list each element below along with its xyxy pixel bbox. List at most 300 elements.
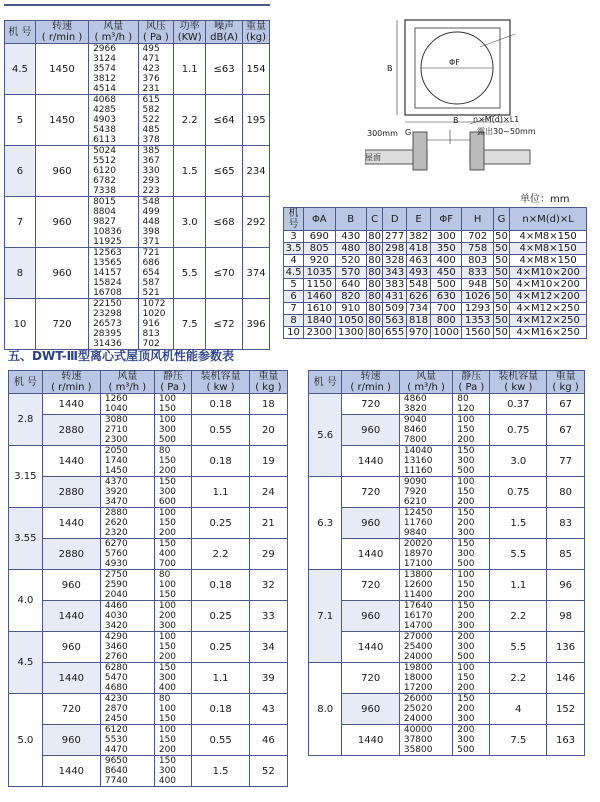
dimension-cell: 948 <box>462 279 493 291</box>
pressure-cell: 80 150 200 <box>154 446 192 477</box>
table-row <box>309 570 585 601</box>
column-header: E <box>407 208 431 231</box>
weight-cell: 152 <box>547 694 585 725</box>
pressure-cell: 80 100 150 <box>154 570 192 601</box>
flow-cell: 14040 13160 11160 <box>399 446 452 477</box>
dimension-cell: 570 <box>335 267 366 279</box>
dimension-cell: 4×M12×250 <box>510 315 587 327</box>
model-cell: 7 <box>5 197 36 248</box>
pressure-cell: 150 200 300 <box>453 601 490 632</box>
column-header: 转速 ( r/min ) <box>35 21 88 44</box>
pressure-cell: 615 582 522 485 378 <box>138 95 174 146</box>
flow-cell: 4290 3460 2760 <box>100 632 154 663</box>
weight-cell: 195 <box>243 95 270 146</box>
power-cell: 1.1 <box>490 570 547 601</box>
speed-cell: 960 <box>342 601 399 632</box>
flow-cell: 20020 18970 17100 <box>399 539 452 570</box>
fan-spec-table <box>4 20 270 350</box>
column-header: 噪声 dB(A) <box>206 21 243 44</box>
dimension-cell: 3 <box>284 231 304 243</box>
speed-cell: 2880 <box>42 415 100 446</box>
weight-cell: 39 <box>249 663 287 694</box>
table-row <box>284 291 587 303</box>
column-header: B <box>335 208 366 231</box>
dimension-cell: 80 <box>368 291 381 302</box>
speed-cell: 1450 <box>35 44 88 95</box>
power-cell: 0.18 <box>192 694 249 725</box>
power-cell: 5.5 <box>490 539 547 570</box>
dimension-cell: 4.5 <box>284 267 304 279</box>
table-row <box>284 327 587 339</box>
weight-cell: 29 <box>249 539 287 570</box>
speed-cell: 1440 <box>42 394 100 415</box>
label-300: 300mm <box>367 129 398 138</box>
table-row <box>309 694 585 725</box>
column-header: H <box>462 208 493 231</box>
table-row <box>309 601 585 632</box>
dimension-cell: 4×M8×150 <box>510 231 587 243</box>
power-cell: 1.5 <box>174 146 206 197</box>
dimension-cell: 818 <box>407 315 431 327</box>
pressure-cell: 150 300 400 <box>154 663 192 694</box>
power-cell: 1.5 <box>490 508 547 539</box>
table-header-row <box>284 208 587 231</box>
dimension-cell: 3.5 <box>284 243 304 255</box>
label-phif: ΦF <box>449 58 460 67</box>
flow-cell: 2880 2620 2320 <box>100 508 154 539</box>
power-cell: 0.18 <box>192 446 249 477</box>
dimension-cell: 80 <box>368 303 381 314</box>
dimension-cell: 80 <box>368 279 381 290</box>
speed-cell: 720 <box>35 299 88 350</box>
flow-cell: 4460 4030 3420 <box>100 601 154 632</box>
table-row <box>9 756 288 787</box>
pressure-cell: 80 100 150 <box>154 694 192 725</box>
weight-cell: 18 <box>249 394 287 415</box>
table-row <box>9 663 288 694</box>
dimension-cell: 50 <box>495 279 508 290</box>
weight-cell: 96 <box>547 570 585 601</box>
table-row <box>309 415 585 446</box>
table-row <box>309 725 585 756</box>
pressure-cell: 100 150 <box>154 394 192 415</box>
weight-cell: 83 <box>547 508 585 539</box>
table-row <box>284 255 587 267</box>
flow-cell: 6270 5760 4930 <box>100 539 154 570</box>
table-row <box>9 539 288 570</box>
table-row <box>9 725 288 756</box>
speed-cell: 720 <box>342 477 399 508</box>
pressure-cell: 100 150 200 <box>154 508 192 539</box>
table-row <box>309 663 585 694</box>
dimension-cell: 800 <box>431 315 462 327</box>
column-header: 风量 ( m³/h ) <box>399 371 452 394</box>
noise-cell: ≤64 <box>206 95 243 146</box>
speed-cell: 960 <box>342 694 399 725</box>
dimension-cell: 820 <box>335 291 366 303</box>
dimension-cell: 734 <box>407 303 431 315</box>
speed-cell: 720 <box>342 663 399 694</box>
weight-cell: 234 <box>243 146 270 197</box>
power-cell: 0.25 <box>192 601 249 632</box>
table-row <box>9 570 288 601</box>
label-b-top: B <box>453 116 459 125</box>
power-cell: 0.37 <box>490 394 547 415</box>
column-header: 静压 ( Pa ) <box>453 371 490 394</box>
dimension-cell: 500 <box>431 279 462 291</box>
table-row <box>284 315 587 327</box>
flow-cell: 26000 25020 24000 <box>399 694 452 725</box>
pressure-cell: 200 300 500 <box>453 725 490 756</box>
column-header: 装机容量 ( kw ) <box>490 371 547 394</box>
pressure-cell: 385 367 330 293 223 <box>138 146 174 197</box>
dimension-cell: 1293 <box>462 303 493 315</box>
dimension-cell: 418 <box>407 243 431 255</box>
flow-cell: 12563 13565 14157 15824 16708 <box>89 248 138 299</box>
dimension-cell: 655 <box>383 327 407 339</box>
speed-cell: 1440 <box>42 508 100 539</box>
model-cell: 6 <box>5 146 36 197</box>
dimension-cell: 50 <box>495 315 508 326</box>
performance-table-left <box>8 370 288 787</box>
model-cell: 7.1 <box>309 570 342 663</box>
dimension-cell: 4×M12×200 <box>510 291 587 303</box>
dimension-cell: 1300 <box>335 327 366 339</box>
dimension-cell: 2300 <box>304 327 335 339</box>
dimension-table <box>283 207 587 339</box>
dimension-cell: 803 <box>462 255 493 267</box>
weight-cell: 292 <box>243 197 270 248</box>
pressure-cell: 1072 1020 916 813 702 <box>138 299 174 350</box>
power-cell: 1.5 <box>192 756 249 787</box>
flow-cell: 4068 4285 4903 5438 6113 <box>89 95 138 146</box>
dimension-cell: 50 <box>495 303 508 314</box>
power-cell: 3.0 <box>490 446 547 477</box>
dimension-cell: 480 <box>335 243 366 255</box>
speed-cell: 720 <box>42 694 100 725</box>
speed-cell: 720 <box>342 394 399 415</box>
power-cell: 3.0 <box>174 197 206 248</box>
pressure-cell: 721 686 654 587 521 <box>138 248 174 299</box>
column-header: 转速 ( r/min ) <box>42 371 100 394</box>
table-row <box>9 508 288 539</box>
column-header: 装机容量 ( kw ) <box>192 371 249 394</box>
flow-cell: 9090 7920 6210 <box>399 477 452 508</box>
weight-cell: 43 <box>249 694 287 725</box>
flow-cell: 2050 1740 1450 <box>100 446 154 477</box>
column-header: ΦF <box>431 208 462 231</box>
dimension-cell: 430 <box>335 231 366 243</box>
speed-cell: 960 <box>35 248 88 299</box>
flow-cell: 8015 8804 9827 10836 11925 <box>89 197 138 248</box>
table-row <box>309 539 585 570</box>
table-row <box>9 394 288 415</box>
flow-cell: 4860 3820 <box>399 394 452 415</box>
model-cell: 3.55 <box>9 508 43 570</box>
dimension-cell: 80 <box>368 243 381 254</box>
weight-cell: 20 <box>249 415 287 446</box>
dimension-cell: 640 <box>335 279 366 291</box>
column-header: n×M(d)×L <box>510 208 587 231</box>
weight-cell: 52 <box>249 756 287 787</box>
dimension-cell: 350 <box>431 243 462 255</box>
pressure-cell: 100 150 200 <box>154 725 192 756</box>
dimension-cell: 548 <box>407 279 431 291</box>
weight-cell: 21 <box>249 508 287 539</box>
power-cell: 0.25 <box>192 508 249 539</box>
dimension-cell: 431 <box>383 291 407 303</box>
table-row <box>5 95 270 146</box>
noise-cell: ≤63 <box>206 44 243 95</box>
column-header: 静压 ( Pa ) <box>154 371 192 394</box>
weight-cell: 146 <box>547 663 585 694</box>
table-row <box>5 44 270 95</box>
dimension-cell: 80 <box>368 315 381 326</box>
column-header: ΦA <box>304 208 335 231</box>
dimension-cell: 4×M10×200 <box>510 279 587 291</box>
pressure-cell: 150 300 400 <box>154 756 192 787</box>
dimension-cell: 400 <box>431 255 462 267</box>
speed-cell: 1440 <box>42 663 100 694</box>
flow-cell: 40000 37800 35800 <box>399 725 452 756</box>
power-cell: 2.2 <box>192 539 249 570</box>
dimension-cell: 80 <box>368 327 381 338</box>
power-cell: 0.55 <box>192 415 249 446</box>
model-cell: 6.3 <box>309 477 342 570</box>
speed-cell: 960 <box>42 632 100 663</box>
weight-cell: 46 <box>249 725 287 756</box>
label-g: G <box>405 128 412 137</box>
weight-cell: 32 <box>249 570 287 601</box>
power-cell: 1.1 <box>192 477 249 508</box>
pressure-cell: 150 400 700 <box>154 539 192 570</box>
flow-cell: 9040 8460 7800 <box>399 415 452 446</box>
dimension-cell: 833 <box>462 267 493 279</box>
dimension-cell: 1026 <box>462 291 493 303</box>
table-row <box>284 303 587 315</box>
flow-cell: 22150 23298 26573 28395 31436 <box>89 299 138 350</box>
dimension-cell: 805 <box>304 243 335 255</box>
power-cell: 4 <box>490 694 547 725</box>
dimension-cell: 4×M12×250 <box>510 303 587 315</box>
pressure-cell: 150 200 300 <box>453 694 490 725</box>
dimension-cell: 80 <box>368 231 381 242</box>
table-row <box>284 231 587 243</box>
power-cell: 0.75 <box>490 477 547 508</box>
pressure-cell: 150 300 500 <box>453 446 490 477</box>
table-row <box>5 146 270 197</box>
table-header-row <box>5 21 270 44</box>
weight-cell: 80 <box>547 477 585 508</box>
installation-drawing <box>365 12 590 187</box>
table-row <box>309 508 585 539</box>
model-cell: 8.0 <box>309 663 342 756</box>
dimension-cell: 1840 <box>304 315 335 327</box>
speed-cell: 960 <box>42 725 100 756</box>
dimension-cell: 463 <box>407 255 431 267</box>
weight-cell: 374 <box>243 248 270 299</box>
dimension-cell: 328 <box>383 255 407 267</box>
column-header: 风量 ( m³/h ) <box>89 21 138 44</box>
speed-cell: 2880 <box>42 539 100 570</box>
table-row <box>9 477 288 508</box>
weight-cell: 154 <box>243 44 270 95</box>
speed-cell: 960 <box>342 508 399 539</box>
dimension-cell: 450 <box>431 267 462 279</box>
power-cell: 1.1 <box>192 663 249 694</box>
flow-cell: 27000 25400 24000 <box>399 632 452 663</box>
dimension-cell: 1560 <box>462 327 493 339</box>
flow-cell: 12450 11760 9840 <box>399 508 452 539</box>
table-row <box>309 394 585 415</box>
speed-cell: 2880 <box>42 477 100 508</box>
dimension-cell: 1150 <box>304 279 335 291</box>
weight-cell: 24 <box>249 477 287 508</box>
column-header: 机 号 <box>5 21 36 44</box>
model-cell: 2.8 <box>9 394 43 446</box>
pressure-cell: 100 150 200 <box>154 632 192 663</box>
noise-cell: ≤70 <box>206 248 243 299</box>
weight-cell: 34 <box>249 632 287 663</box>
speed-cell: 1440 <box>342 725 399 756</box>
speed-cell: 1440 <box>342 539 399 570</box>
table-row <box>309 477 585 508</box>
power-cell: 0.18 <box>192 394 249 415</box>
dimension-cell: 493 <box>407 267 431 279</box>
weight-cell: 163 <box>547 725 585 756</box>
pressure-cell: 100 150 200 <box>453 415 490 446</box>
dimension-cell: 4 <box>284 255 304 267</box>
dimension-cell: 300 <box>431 231 462 243</box>
label-b-side: B <box>387 64 393 73</box>
table-header-row <box>9 371 288 394</box>
speed-cell: 960 <box>342 415 399 446</box>
dimension-cell: 382 <box>407 231 431 243</box>
dimension-cell: 50 <box>495 327 508 338</box>
flow-cell: 2750 2590 2040 <box>100 570 154 601</box>
installation-diagram <box>365 12 590 187</box>
dimension-cell: 700 <box>431 303 462 315</box>
flow-cell: 6120 5530 4470 <box>100 725 154 756</box>
dimension-cell: 277 <box>383 231 407 243</box>
dimension-cell: 702 <box>462 231 493 243</box>
power-cell: 0.18 <box>192 570 249 601</box>
speed-cell: 720 <box>342 570 399 601</box>
model-cell: 4.5 <box>9 632 43 694</box>
pressure-cell: 100 150 200 <box>453 570 490 601</box>
power-cell: 1.1 <box>174 44 206 95</box>
column-header: 功率 (KW) <box>174 21 206 44</box>
power-cell: 7.5 <box>174 299 206 350</box>
weight-cell: 19 <box>249 446 287 477</box>
flow-cell: 4230 2870 2450 <box>100 694 154 725</box>
dimension-cell: 80 <box>368 255 381 266</box>
speed-cell: 960 <box>35 197 88 248</box>
weight-cell: 396 <box>243 299 270 350</box>
pressure-cell: 150 200 300 <box>453 508 490 539</box>
flow-cell: 2966 3124 3574 3812 4514 <box>89 44 138 95</box>
label-roof: 屋面 <box>365 153 381 162</box>
pressure-cell: 80 120 <box>453 394 490 415</box>
dimension-cell: 758 <box>462 243 493 255</box>
dimension-cell: 1460 <box>304 291 335 303</box>
table-header-row <box>309 371 585 394</box>
table-row <box>5 248 270 299</box>
weight-cell: 67 <box>547 394 585 415</box>
power-cell: 0.55 <box>192 725 249 756</box>
dimension-cell: 5 <box>284 279 304 291</box>
pressure-cell: 200 300 500 <box>453 632 490 663</box>
weight-cell: 136 <box>547 632 585 663</box>
pressure-cell: 100 150 200 <box>453 477 490 508</box>
power-cell: 5.5 <box>490 632 547 663</box>
dimension-cell: 4×M10×200 <box>510 267 587 279</box>
pressure-cell: 100 200 300 <box>154 601 192 632</box>
dimension-cell: 80 <box>368 267 381 278</box>
dimension-cell: 910 <box>335 303 366 315</box>
power-cell: 0.25 <box>192 632 249 663</box>
speed-cell: 1450 <box>35 95 88 146</box>
dimension-cell: 509 <box>383 303 407 315</box>
speed-cell: 1440 <box>342 632 399 663</box>
dimension-cell: 7 <box>284 303 304 315</box>
dimension-cell: 8 <box>284 315 304 327</box>
speed-cell: 1440 <box>42 756 100 787</box>
table-row <box>9 694 288 725</box>
table-row <box>284 279 587 291</box>
model-cell: 4.0 <box>9 570 43 632</box>
table-row <box>9 446 288 477</box>
table-row <box>9 632 288 663</box>
column-header: D <box>383 208 407 231</box>
pressure-cell: 100 150 200 <box>453 663 490 694</box>
dimension-cell: 1000 <box>431 327 462 339</box>
dimension-cell: 343 <box>383 267 407 279</box>
flow-cell: 17640 16170 14700 <box>399 601 452 632</box>
dimension-cell: 520 <box>335 255 366 267</box>
pressure-cell: 548 499 448 398 371 <box>138 197 174 248</box>
weight-cell: 98 <box>547 601 585 632</box>
flow-cell: 9650 8640 7740 <box>100 756 154 787</box>
section-title: 五、DWT-Ⅲ型离心式屋顶风机性能参数表 <box>8 349 234 363</box>
model-cell: 8 <box>5 248 36 299</box>
weight-cell: 67 <box>547 415 585 446</box>
table-row <box>9 415 288 446</box>
model-cell: 5.6 <box>309 394 342 477</box>
power-cell: 0.75 <box>490 415 547 446</box>
model-cell: 5 <box>5 95 36 146</box>
column-header: 机 号 <box>309 371 342 394</box>
table-row <box>5 197 270 248</box>
label-bolt: n×M(d)×L1 <box>473 115 520 124</box>
power-cell: 5.5 <box>174 248 206 299</box>
flow-cell: 1260 1040 <box>100 394 154 415</box>
speed-cell: 1440 <box>42 601 100 632</box>
performance-table-right <box>308 370 585 756</box>
pressure-cell: 150 300 500 <box>453 539 490 570</box>
dimension-cell: 4×M16×250 <box>510 327 587 339</box>
speed-cell: 960 <box>42 570 100 601</box>
speed-cell: 1440 <box>42 446 100 477</box>
dimension-cell: 630 <box>431 291 462 303</box>
dimension-cell: 50 <box>495 255 508 266</box>
dimension-cell: 563 <box>383 315 407 327</box>
column-header: 机 号 <box>284 208 304 231</box>
dimension-cell: 1353 <box>462 315 493 327</box>
label-exposed: 露出30~50mm <box>477 127 536 136</box>
dimension-cell: 6 <box>284 291 304 303</box>
flow-cell: 6280 5470 4680 <box>100 663 154 694</box>
